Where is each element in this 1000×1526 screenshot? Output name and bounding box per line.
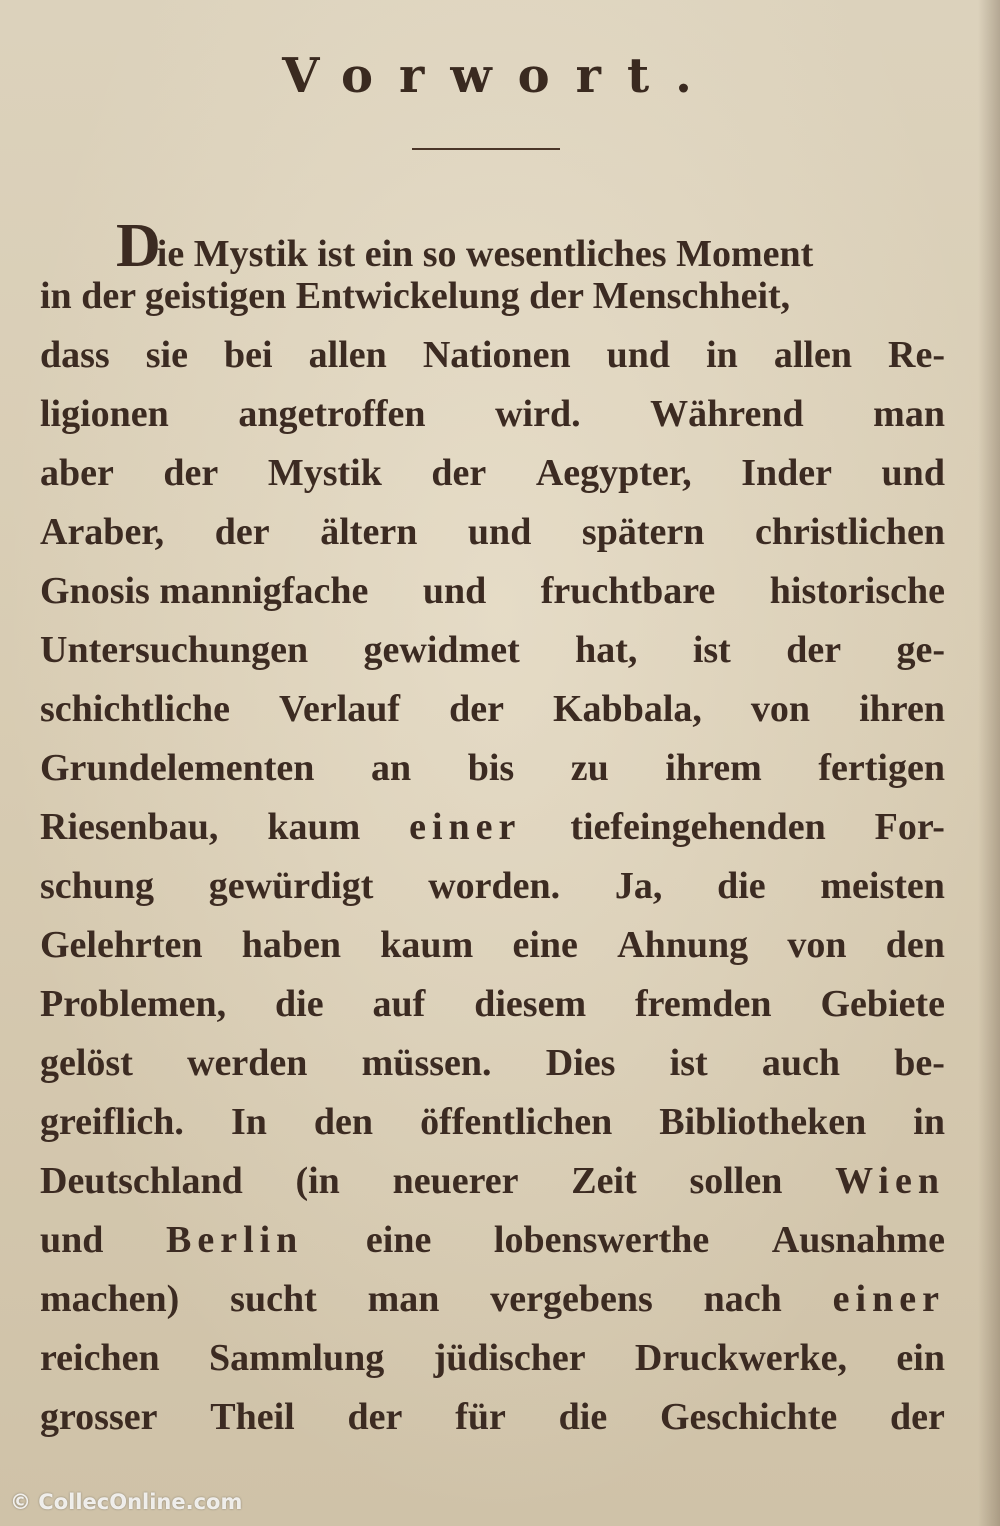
word: und bbox=[606, 334, 671, 376]
word: an bbox=[371, 747, 412, 789]
word: grosser bbox=[40, 1396, 158, 1438]
word: worden. bbox=[428, 865, 561, 907]
word: lobenswerthe bbox=[493, 1219, 710, 1261]
text-line bbox=[40, 864, 945, 923]
text-line bbox=[40, 1336, 945, 1395]
word: Während bbox=[650, 393, 804, 435]
word: eine bbox=[512, 924, 578, 966]
word: be- bbox=[894, 1042, 945, 1084]
word: bei bbox=[224, 334, 273, 376]
word: greiflich. bbox=[40, 1101, 184, 1143]
word: ligionen bbox=[40, 393, 169, 435]
word: einer bbox=[832, 1278, 945, 1320]
word: und bbox=[881, 452, 945, 494]
word: der bbox=[449, 688, 504, 730]
word: Riesenbau, bbox=[40, 806, 219, 848]
word: Berlin bbox=[165, 1219, 304, 1261]
word: einer bbox=[409, 806, 522, 848]
text-line bbox=[40, 1218, 945, 1277]
text-line bbox=[40, 1395, 945, 1454]
word: Wien bbox=[835, 1160, 945, 1202]
text-line bbox=[40, 1100, 945, 1159]
text-line bbox=[40, 982, 945, 1041]
page-edge-shadow bbox=[978, 0, 1000, 1526]
word: For- bbox=[874, 806, 945, 848]
word: allen bbox=[773, 334, 852, 376]
word: ihren bbox=[859, 688, 945, 730]
word: öffentlichen bbox=[420, 1101, 613, 1143]
word: sucht bbox=[230, 1278, 317, 1320]
word: der bbox=[890, 1396, 945, 1438]
word: machen) bbox=[40, 1278, 180, 1320]
word: der bbox=[163, 452, 219, 494]
word: werden bbox=[187, 1042, 308, 1084]
word: Dies bbox=[545, 1042, 616, 1084]
word: Inder bbox=[741, 452, 832, 494]
word: und bbox=[467, 511, 532, 553]
word: eine bbox=[365, 1219, 432, 1261]
word: Mystik bbox=[267, 452, 382, 494]
word: neuerer bbox=[392, 1160, 519, 1202]
text-line bbox=[40, 1277, 945, 1336]
text-line bbox=[40, 805, 945, 864]
word: Sammlung bbox=[208, 1337, 385, 1379]
word: Nationen bbox=[422, 334, 571, 376]
word: und bbox=[422, 570, 487, 612]
word: ie Mystik ist ein so wesentliches Moment bbox=[156, 233, 814, 275]
word: der bbox=[347, 1396, 403, 1438]
word: schichtliche bbox=[40, 688, 230, 730]
word: aber bbox=[40, 452, 114, 494]
text-line bbox=[40, 923, 945, 982]
word: Bibliotheken bbox=[659, 1101, 867, 1143]
text-line bbox=[40, 1041, 945, 1100]
word: fremden bbox=[635, 983, 772, 1025]
word: diesem bbox=[474, 983, 587, 1025]
word: spätern bbox=[581, 511, 705, 553]
word: In bbox=[230, 1101, 267, 1143]
word: für bbox=[455, 1396, 506, 1438]
word: ein bbox=[896, 1337, 945, 1379]
word: Geschichte bbox=[659, 1396, 838, 1438]
word: ist bbox=[669, 1042, 708, 1084]
word: Zeit bbox=[571, 1160, 637, 1202]
text-line bbox=[40, 451, 945, 510]
text-line bbox=[40, 569, 945, 628]
word: zu bbox=[570, 747, 609, 789]
word: Ahnung bbox=[617, 924, 749, 966]
word: bis bbox=[467, 747, 515, 789]
word: Ja, bbox=[614, 865, 663, 907]
word: nach bbox=[703, 1278, 782, 1320]
word: historische bbox=[769, 570, 945, 612]
text-line bbox=[40, 628, 945, 687]
word: dass bbox=[40, 334, 110, 376]
word: Aegypter, bbox=[535, 452, 692, 494]
word: Araber, bbox=[40, 511, 165, 553]
word: Kabbala, bbox=[553, 688, 702, 730]
word: Ausnahme bbox=[771, 1219, 945, 1261]
word: gelöst bbox=[40, 1042, 133, 1084]
word: die bbox=[717, 865, 766, 907]
word: von bbox=[750, 688, 811, 730]
word: Gnosis mannigfache bbox=[40, 570, 369, 612]
word: schung bbox=[40, 865, 155, 907]
text-line bbox=[40, 687, 945, 746]
word: Untersuchungen bbox=[40, 629, 309, 671]
word: Re- bbox=[888, 334, 945, 376]
word: vergebens bbox=[490, 1278, 653, 1320]
word: ge- bbox=[896, 629, 945, 671]
word: ältern bbox=[320, 511, 418, 553]
word: der bbox=[431, 452, 487, 494]
word: Verlauf bbox=[279, 688, 401, 730]
first-line bbox=[116, 212, 814, 280]
word: man bbox=[873, 393, 945, 435]
drop-cap: D bbox=[116, 212, 161, 280]
word: allen bbox=[308, 334, 387, 376]
word: in bbox=[706, 334, 738, 376]
text-line bbox=[40, 510, 945, 569]
word: sie bbox=[145, 334, 188, 376]
word: Gebiete bbox=[820, 983, 945, 1025]
word: gewidmet bbox=[363, 629, 520, 671]
text-line bbox=[40, 746, 945, 805]
text-line bbox=[40, 392, 945, 451]
word: angetroffen bbox=[238, 393, 426, 435]
text-line bbox=[40, 1159, 945, 1218]
word: fruchtbare bbox=[540, 570, 716, 612]
text-line bbox=[40, 333, 945, 392]
text-line bbox=[40, 274, 945, 333]
word: die bbox=[275, 983, 324, 1025]
word: den bbox=[885, 924, 945, 966]
word: tiefeingehenden bbox=[570, 806, 826, 848]
watermark: © CollecOnline.com bbox=[10, 1490, 243, 1514]
word: müssen. bbox=[361, 1042, 492, 1084]
word: die bbox=[558, 1396, 608, 1438]
word: sollen bbox=[689, 1160, 783, 1202]
title-divider bbox=[412, 148, 560, 150]
text-line bbox=[40, 212, 945, 280]
word: wird. bbox=[495, 393, 581, 435]
word: kaum bbox=[267, 806, 361, 848]
word: jüdischer bbox=[433, 1337, 586, 1379]
word: christlichen bbox=[754, 511, 945, 553]
word: kaum bbox=[380, 924, 474, 966]
word: in bbox=[913, 1101, 945, 1143]
word: reichen bbox=[40, 1337, 160, 1379]
word: Druckwerke, bbox=[634, 1337, 848, 1379]
word: der bbox=[786, 629, 842, 671]
word: und bbox=[40, 1219, 104, 1261]
word: auf bbox=[372, 983, 426, 1025]
page-title: Vorwort. bbox=[282, 48, 718, 104]
word: Problemen, bbox=[40, 983, 227, 1025]
word: ihrem bbox=[665, 747, 762, 789]
word: ist bbox=[692, 629, 731, 671]
word: der bbox=[214, 511, 270, 553]
word: gewürdigt bbox=[208, 865, 374, 907]
word: fertigen bbox=[818, 747, 945, 789]
word: (in bbox=[295, 1160, 340, 1202]
preface-paragraph bbox=[40, 212, 945, 1454]
word: von bbox=[787, 924, 847, 966]
word: in der geistigen Entwickelung der Menschheit, bbox=[40, 275, 791, 317]
word: man bbox=[367, 1278, 440, 1320]
word: hat, bbox=[575, 629, 638, 671]
word: auch bbox=[761, 1042, 841, 1084]
word: den bbox=[313, 1101, 374, 1143]
word: Gelehrten bbox=[40, 924, 203, 966]
word: haben bbox=[241, 924, 342, 966]
word: Deutschland bbox=[40, 1160, 243, 1202]
word: meisten bbox=[820, 865, 945, 907]
word: Theil bbox=[210, 1396, 295, 1438]
word: Grundelementen bbox=[40, 747, 315, 789]
